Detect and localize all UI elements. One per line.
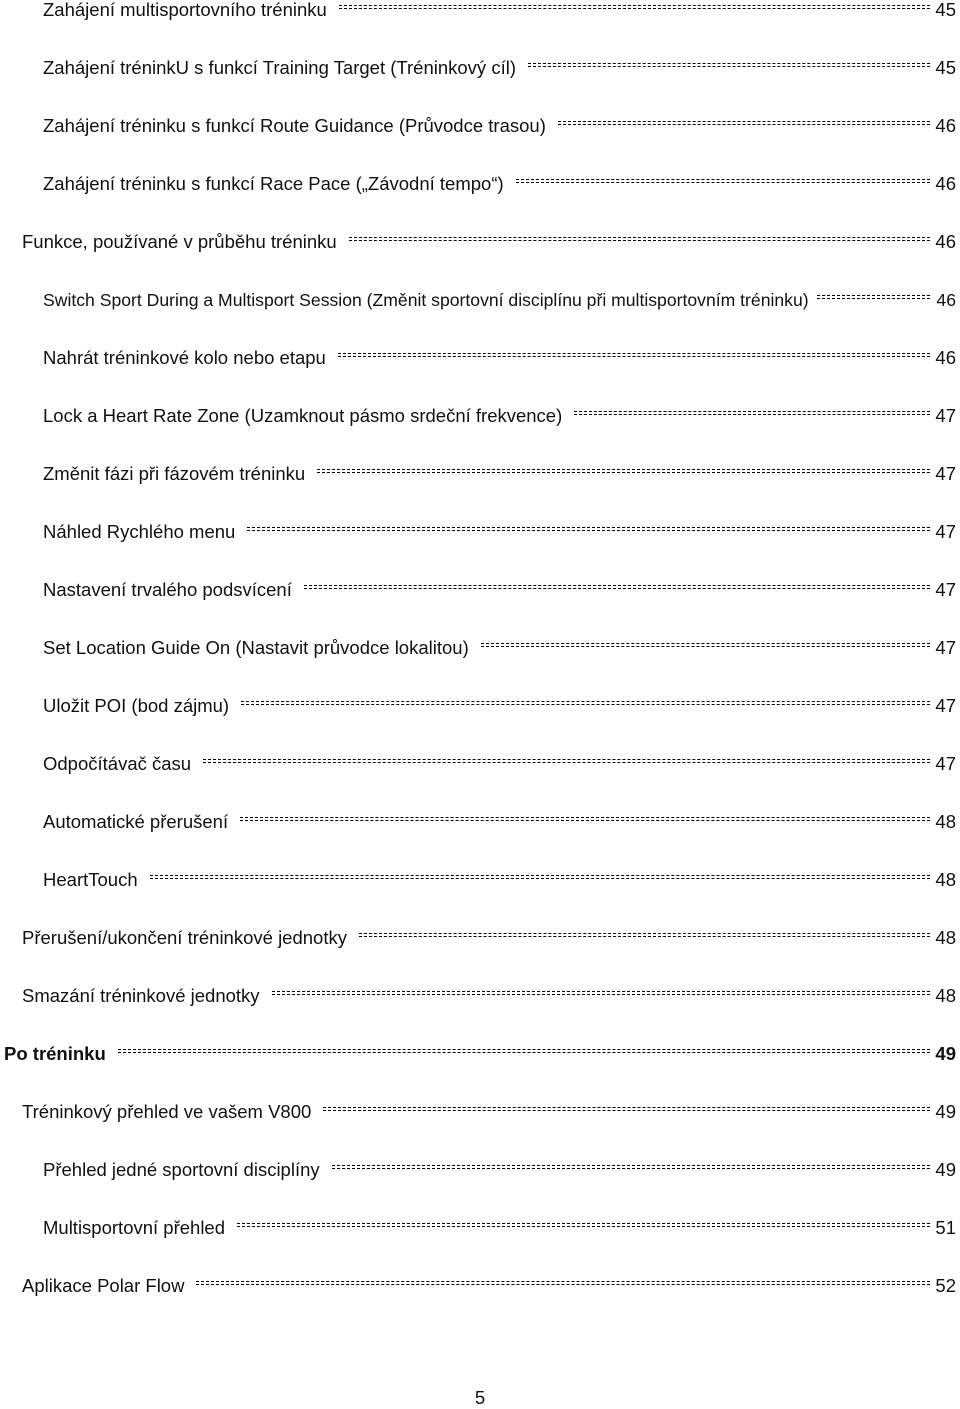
toc-entry[interactable] xyxy=(43,634,956,662)
toc-dot-leader xyxy=(574,411,930,415)
toc-entry-page: 48 xyxy=(935,927,956,948)
toc-entry-page: 47 xyxy=(935,637,956,658)
toc-entry-title: Odpočítávač času xyxy=(43,753,192,774)
toc-dot-leader xyxy=(247,527,930,531)
toc-dot-leader xyxy=(272,991,930,995)
toc-dot-leader xyxy=(359,933,930,937)
toc-entry-page: 47 xyxy=(935,753,956,774)
toc-entry-title: Zahájení tréninku s funkcí Route Guidance (Průvodce trasou) xyxy=(43,115,546,136)
toc-dot-leader xyxy=(150,875,930,879)
toc-entry[interactable] xyxy=(4,1040,956,1068)
toc-entry[interactable] xyxy=(43,750,956,778)
toc-entry-page: 48 xyxy=(935,869,956,890)
toc-dot-leader xyxy=(118,1049,930,1053)
toc-entry-page: 47 xyxy=(935,695,956,716)
toc-entry[interactable] xyxy=(43,286,956,314)
toc-dot-leader xyxy=(240,817,930,821)
toc-entry-page: 47 xyxy=(935,463,956,484)
toc-dot-leader xyxy=(338,353,930,357)
toc-entry[interactable] xyxy=(22,1098,956,1126)
toc-entry-title: Lock a Heart Rate Zone (Uzamknout pásmo srdeční frekvence) xyxy=(43,405,563,426)
toc-dot-leader xyxy=(196,1281,930,1285)
toc-entry-title: Smazání tréninkové jednotky xyxy=(22,985,260,1006)
toc-entry[interactable] xyxy=(22,1272,956,1300)
toc-entry-title: Nahrát tréninkové kolo nebo etapu xyxy=(43,347,326,368)
toc-entry-title: Přehled jedné sportovní disciplíny xyxy=(43,1159,320,1180)
toc-entry[interactable] xyxy=(43,576,956,604)
toc-entry-title: Funkce, používané v průběhu tréninku xyxy=(22,231,337,252)
toc-entry[interactable] xyxy=(43,112,956,140)
toc-entry-title: Náhled Rychlého menu xyxy=(43,521,236,542)
toc-dot-leader xyxy=(516,179,930,183)
toc-entry[interactable] xyxy=(22,924,956,952)
toc-entry[interactable] xyxy=(43,692,956,720)
toc-dot-leader xyxy=(528,63,930,67)
toc-entry[interactable] xyxy=(22,228,956,256)
toc-entry[interactable] xyxy=(43,518,956,546)
toc-dot-leader xyxy=(349,237,930,241)
toc-dot-leader xyxy=(339,5,930,9)
toc-entry-title: Zahájení tréninkU s funkcí Training Target (Tréninkový cíl) xyxy=(43,57,516,78)
toc-entry[interactable] xyxy=(43,1156,956,1184)
toc-entry-title: Tréninkový přehled ve vašem V800 xyxy=(22,1101,312,1122)
toc-entry[interactable] xyxy=(43,1214,956,1242)
toc-entry[interactable] xyxy=(43,170,956,198)
toc-entry-page: 47 xyxy=(935,405,956,426)
toc-dot-leader xyxy=(237,1223,930,1227)
toc-dot-leader xyxy=(203,759,930,763)
toc-dot-leader xyxy=(304,585,930,589)
toc-entry-page: 49 xyxy=(935,1101,956,1122)
toc-entry-page: 49 xyxy=(935,1159,956,1180)
toc-entry-title: HeartTouch xyxy=(43,869,138,890)
toc-entry-title: Uložit POI (bod zájmu) xyxy=(43,695,230,716)
toc-dot-leader xyxy=(558,121,930,125)
toc-entry-page: 52 xyxy=(935,1275,956,1296)
toc-entry[interactable] xyxy=(43,344,956,372)
toc-entry-page: 46 xyxy=(935,231,956,252)
toc-entry-page: 47 xyxy=(935,521,956,542)
page-number: 5 xyxy=(474,1387,486,1408)
toc-entry-page: 48 xyxy=(935,985,956,1006)
toc-entry-title: Aplikace Polar Flow xyxy=(22,1275,185,1296)
toc-entry-page: 47 xyxy=(935,579,956,600)
toc-entry-title: Zahájení multisportovního tréninku xyxy=(43,0,327,20)
toc-dot-leader xyxy=(481,643,930,647)
toc-entry-page: 48 xyxy=(935,811,956,832)
toc-entry-title: Změnit fázi při fázovém tréninku xyxy=(43,463,306,484)
toc-entry-page: 51 xyxy=(935,1217,956,1238)
toc-entry-title: Přerušení/ukončení tréninkové jednotky xyxy=(22,927,347,948)
toc-entry[interactable] xyxy=(43,402,956,430)
toc-entry-page: 46 xyxy=(935,347,956,368)
toc-entry-title: Set Location Guide On (Nastavit průvodce lokalitou) xyxy=(43,637,469,658)
toc-dot-leader xyxy=(323,1107,930,1111)
toc-entry-title: Automatické přerušení xyxy=(43,811,229,832)
toc-entry-page: 45 xyxy=(935,0,956,20)
toc-entry-title: Nastavení trvalého podsvícení xyxy=(43,579,292,600)
toc-entry[interactable] xyxy=(43,54,956,82)
toc-entry[interactable] xyxy=(22,982,956,1010)
toc-entry-page: 46 xyxy=(935,115,956,136)
toc-entry-page: 45 xyxy=(935,57,956,78)
toc-dot-leader xyxy=(317,469,930,473)
toc-entry-page: 49 xyxy=(935,1043,956,1064)
toc-dot-leader xyxy=(817,295,930,299)
toc-entry[interactable] xyxy=(43,866,956,894)
toc-entry-title: Multisportovní přehled xyxy=(43,1217,226,1238)
toc-entry-title: Po tréninku xyxy=(4,1043,106,1064)
toc-entry-title: Zahájení tréninku s funkcí Race Pace („Závodní tempo“) xyxy=(43,173,504,194)
toc-dot-leader xyxy=(241,701,930,705)
toc-entry-page: 46 xyxy=(936,290,956,310)
toc-entry[interactable] xyxy=(43,808,956,836)
toc-entry[interactable] xyxy=(43,460,956,488)
toc-entry-page: 46 xyxy=(935,173,956,194)
toc-dot-leader xyxy=(332,1165,930,1169)
toc-entry[interactable] xyxy=(43,0,956,24)
toc-entry-title: Switch Sport During a Multisport Session (Změnit sportovní disciplínu při multisportovním tréninku) xyxy=(43,290,809,310)
